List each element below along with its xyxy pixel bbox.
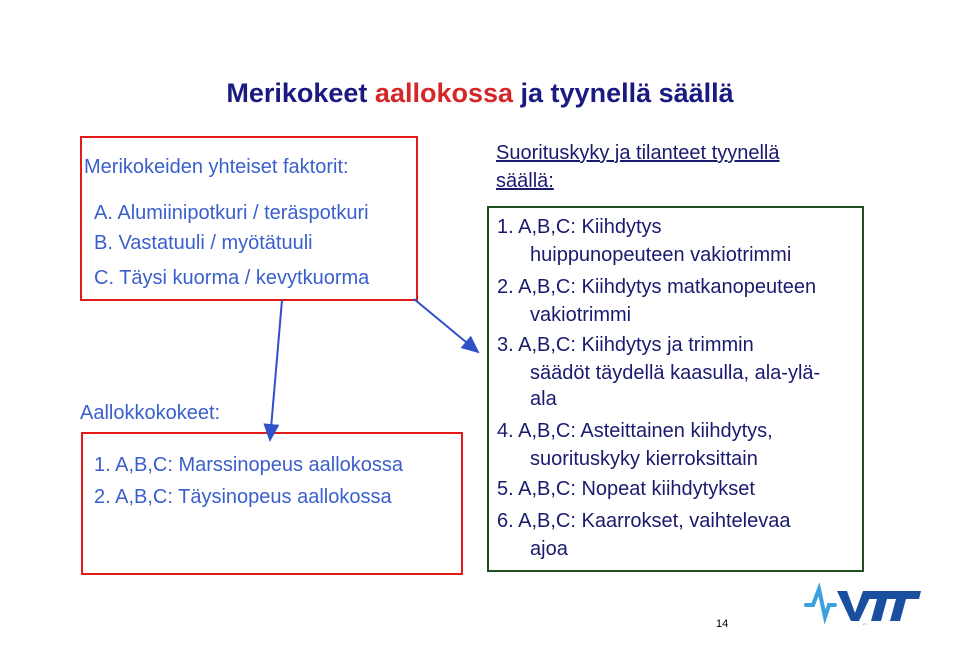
common-factor-item: B. Vastatuuli / myötätuuli	[94, 232, 313, 254]
calm-test-item-cont: säädöt täydellä kaasulla, ala-ylä-	[530, 362, 821, 384]
wave-tests-heading: Aallokkokokeet:	[80, 402, 221, 424]
arrow-to-calm-tests	[414, 299, 478, 352]
common-factor-item: C. Täysi kuorma / kevytkuorma	[94, 267, 370, 289]
calm-test-item: 4. A,B,C: Asteittainen kiihdytys,	[497, 420, 773, 442]
arrow-to-wave-tests	[270, 300, 282, 440]
calm-test-item-cont: ala	[530, 388, 557, 410]
calm-test-item: 2. A,B,C: Kiihdytys matkanopeuteen	[497, 276, 817, 298]
vtt-logo-icon	[803, 583, 921, 627]
calm-test-item-cont: vakiotrimmi	[530, 304, 632, 326]
wave-test-item: 1. A,B,C: Marssinopeus aallokossa	[94, 454, 404, 476]
calm-test-item: 3. A,B,C: Kiihdytys ja trimmin	[497, 334, 754, 356]
calm-tests-heading-line1: Suorituskyky ja tilanteet tyynellä	[496, 142, 780, 164]
calm-test-item: 5. A,B,C: Nopeat kiihdytykset	[497, 478, 755, 500]
logo-text: VTT	[863, 624, 867, 626]
title-part-1: Merikokeet	[226, 78, 368, 108]
title-part-3: ja tyynellä säällä	[520, 78, 734, 108]
calm-test-item-cont: huippunopeuteen vakiotrimmi	[530, 244, 792, 266]
calm-tests-heading-line2: säällä:	[496, 170, 554, 192]
calm-test-item: 6. A,B,C: Kaarrokset, vaihtelevaa	[497, 510, 791, 532]
calm-test-item: 1. A,B,C: Kiihdytys	[497, 216, 662, 238]
wave-test-item: 2. A,B,C: Täysinopeus aallokossa	[94, 486, 392, 508]
page-number: 14	[716, 618, 729, 630]
calm-test-item-cont: suorituskyky kierroksittain	[530, 448, 758, 470]
title-part-2: aallokossa	[374, 78, 514, 108]
common-factors-heading: Merikokeiden yhteiset faktorit:	[84, 156, 349, 178]
common-factor-item: A. Alumiinipotkuri / teräspotkuri	[94, 202, 369, 224]
calm-test-item-cont: ajoa	[530, 538, 568, 560]
